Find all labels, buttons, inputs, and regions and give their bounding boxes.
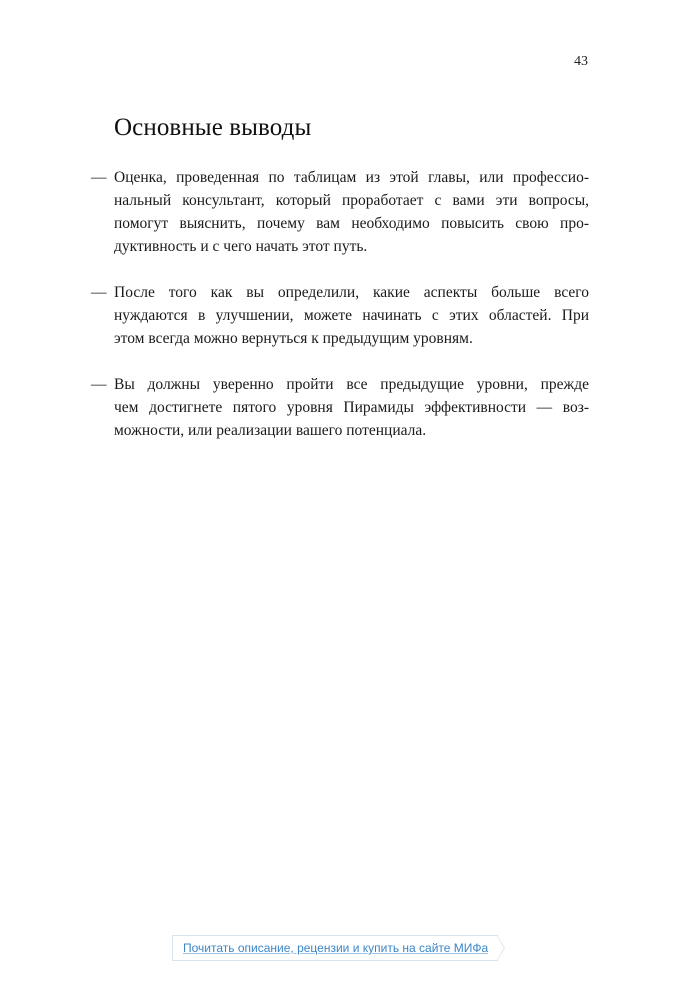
list-item	[91, 281, 589, 350]
conclusions-list	[91, 166, 589, 465]
text-line: Вы должны уверенно пройти все предыдущие уровни, прежде	[114, 376, 589, 393]
list-item	[91, 166, 589, 258]
buy-on-mif-link[interactable]: Почитать описание, рецензии и купить на сайте МИФа	[172, 935, 498, 961]
text-line: помогут выяснить, почему вам необходимо повысить свою про-	[114, 215, 589, 232]
text-line: дуктивность и с чего начать этот путь.	[114, 238, 368, 255]
section-heading: Основные выводы	[114, 114, 312, 141]
link-arrow-fill	[497, 936, 504, 960]
text-line: нуждаются в улучшении, можете начинать с этих областей. При	[114, 307, 589, 324]
dash-marker: —	[91, 284, 107, 301]
dash-marker: —	[91, 376, 107, 393]
page-number: 43	[574, 54, 588, 69]
text-line: нальный консультант, который проработает с вами эти вопросы,	[114, 192, 589, 209]
list-item	[91, 373, 589, 442]
text-line: Оценка, проведенная по таблицам из этой главы, или профессио-	[114, 169, 589, 186]
text-line: можности, или реализации вашего потенциала.	[114, 422, 427, 439]
dash-marker: —	[91, 169, 107, 186]
text-line: После того как вы определили, какие аспекты больше всего	[114, 284, 589, 301]
text-line: этом всегда можно вернуться к предыдущим уровням.	[114, 330, 473, 347]
text-line: чем достигнете пятого уровня Пирамиды эффективности — воз-	[114, 399, 589, 416]
